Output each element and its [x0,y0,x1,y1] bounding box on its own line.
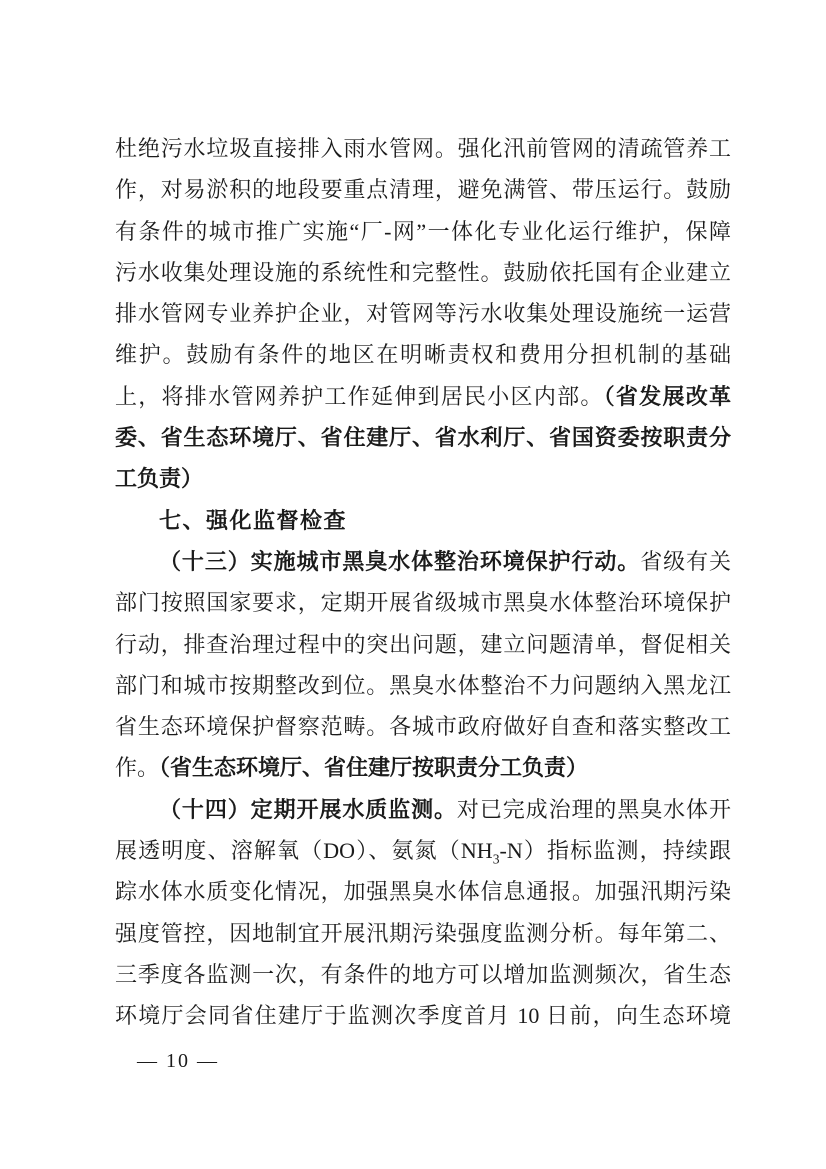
body-text: 排水管网专业养护企业，对管网等污水收集处理设施统一运营 [115,301,731,327]
text-line [115,995,731,1036]
text-line [115,417,731,458]
body-text: 上，将排水管网养护工作延伸到居民小区内部。 [115,383,604,409]
body-text: 踪水体水质变化情况，加强黑臭水体信息通报。加强汛期污染 [115,879,731,905]
text-line [115,624,731,665]
section-heading [115,500,731,541]
body-text: 强度管控，因地制宜开展汛期污染强度监测分析。每年第二、 [115,920,731,946]
text-line [115,871,731,912]
text-line [115,211,731,252]
text-line [115,169,731,210]
bold-responsibility-text: （十三）实施城市黑臭水体整治环境保护行动。 [159,548,641,574]
text-line [115,954,731,995]
subscript-text: 3 [492,851,500,867]
document-body [115,128,731,1037]
body-text: 有条件的城市推广实施“厂-网”一体化专业化运行维护，保障 [115,218,731,244]
text-line [115,747,731,788]
text-line [115,541,731,582]
body-text: 作。 [115,755,160,781]
body-text: 对已完成治理的黑臭水体开 [456,796,731,822]
heading-text: 七、强化监督检查 [159,507,348,533]
bold-responsibility-text: 委、省生态环境厅、省住建厅、省水利厅、省国资委按职责分 [115,425,731,451]
text-line [115,376,731,417]
body-text: 环境厅会同省住建厅于监测次季度首月 10 日前，向生态环境 [115,1003,731,1029]
text-line [115,458,731,499]
body-text: 维护。鼓励有条件的地区在明晰责权和费用分担机制的基础 [115,342,731,368]
text-line [115,334,731,375]
bold-responsibility-text: （十四）定期开展水质监测。 [159,796,457,822]
body-text: -N）指标监测，持续跟 [499,838,731,864]
body-text: 三季度各监测一次，有条件的地方可以增加监测频次，省生态 [115,961,731,987]
body-text: 省生态环境保护督察范畴。各城市政府做好自查和落实整改工 [115,714,731,740]
text-line [115,252,731,293]
text-line [115,293,731,334]
text-line [115,789,731,830]
body-text: 部门和城市按期整改到位。黑臭水体整治不力问题纳入黑龙江 [115,672,731,698]
text-line [115,706,731,747]
body-text: 污水收集处理设施的系统性和完整性。鼓励依托国有企业建立 [115,259,731,285]
text-line [115,830,731,871]
body-text: 杜绝污水垃圾直接排入雨水管网。强化汛前管网的清疏管养工 [115,136,731,161]
text-line [115,913,731,954]
body-text: 行动，排查治理过程中的突出问题，建立问题清单，督促相关 [115,631,731,657]
text-line [115,582,731,623]
bold-responsibility-text: 工负责） [115,466,204,492]
body-text: 展透明度、溶解氧（DO）、氨氮（NH [115,838,493,864]
bold-responsibility-text: （省生态环境厅、省住建厅按职责分工负责） [159,755,589,781]
page-number: — 10 — [137,1050,219,1072]
bold-responsibility-text: （省发展改革 [603,383,731,409]
body-text: 作，对易淤积的地段要重点清理，避免满管、带压运行。鼓励 [115,177,731,203]
text-line [115,128,731,169]
text-line [115,665,731,706]
body-text: 省级有关 [640,548,731,574]
body-text: 部门按照国家要求，定期开展省级城市黑臭水体整治环境保护 [115,590,731,616]
